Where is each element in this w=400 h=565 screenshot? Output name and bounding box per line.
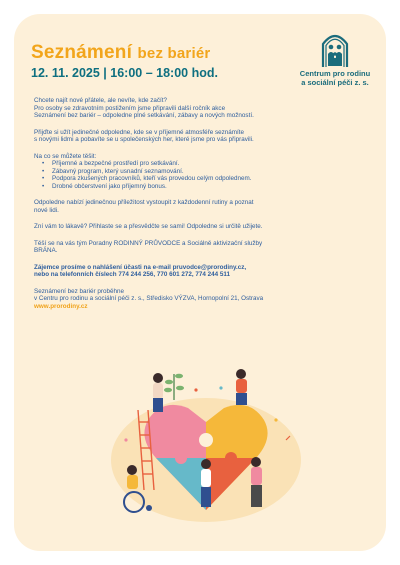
logo-name-line1: Centrum pro rodinu xyxy=(299,69,371,78)
invite-line: Přijďte si užít jedinečné odpoledne, kde se v příjemné atmosféře seznámíte xyxy=(34,128,245,136)
contact-line: nebo na telefonních číslech 774 244 256, 770 601 272, 774 244 511 xyxy=(34,271,231,279)
venue-paragraph xyxy=(34,288,334,311)
tree-icon xyxy=(164,374,184,400)
expect-heading: Na co se můžete těšit: xyxy=(34,152,97,160)
expect-list xyxy=(34,160,334,190)
invite-paragraph xyxy=(34,129,334,144)
puzzle-heart-illustration xyxy=(96,360,306,530)
intro-line: Seznámení bez bariér – odpoledne plné setkávání, zábavy a nových možností. xyxy=(34,112,254,120)
list-item: • Zábavný program, který usnadní seznamování. xyxy=(44,168,334,176)
event-date-time: 12. 11. 2025 | 16:00 – 18:00 hod. xyxy=(31,66,218,80)
intro-line: Pro osoby se zdravotním postižením jsme připravili další ročník akce xyxy=(34,104,226,112)
website-link[interactable]: www.prorodiny.cz xyxy=(34,302,88,310)
list-item: • Podpora zkušených pracovníků, kteří vás provedou celým odpolednem. xyxy=(44,175,334,183)
team-line: Těší se na vás tým Poradny RODINNÝ PRŮVODCE a Sociálně aktivizační služby xyxy=(34,239,263,247)
chance-line: Odpoledne nabízí jedinečnou příležitost vystoupit z každodenní rutiny a poznat xyxy=(34,199,254,207)
team-line: BRÁNA. xyxy=(34,247,58,255)
team-paragraph xyxy=(34,240,334,255)
person-figure xyxy=(153,373,163,412)
logo-name-line2: a sociální péči z. s. xyxy=(301,77,369,87)
title-small: bez bariér xyxy=(137,45,211,62)
venue-line: v Centru pro rodinu a sociální péči z. s., Středisko VÝZVA, Hornopolní 21, Ostrava xyxy=(34,295,264,303)
list-item: • Příjemné a bezpečné prostředí pro setkávání. xyxy=(44,160,334,168)
contact-line: Zájemce prosíme o nahlášení účasti na e-mail pruvodce@prorodiny.cz, xyxy=(34,263,247,271)
family-house-icon xyxy=(320,30,350,68)
contact-paragraph xyxy=(34,264,334,279)
venue-line: Seznámení bez bariér proběhne xyxy=(34,287,124,295)
person-figure xyxy=(236,369,247,405)
intro-paragraph xyxy=(34,97,334,120)
event-title xyxy=(31,42,210,64)
organization-logo xyxy=(298,30,372,87)
tempting-paragraph: Zní vám to lákavě? Přihlaste se a přesvědčte se sami! Odpoledne si určitě užijete. xyxy=(34,223,263,231)
poster-body xyxy=(34,97,334,319)
chance-line: nové lidi. xyxy=(34,206,59,214)
intro-line: Chcete najít nové přátele, ale nevíte, kde začít? xyxy=(34,97,168,104)
chance-paragraph xyxy=(34,199,334,214)
person-figure xyxy=(201,459,211,507)
title-main: Seznámení xyxy=(31,42,138,63)
invite-line: s novými lidmi a pobavíte se u společenských her, které jsme pro vás připravili. xyxy=(34,136,254,144)
list-item: • Drobné občerstvení jako příjemný bonus. xyxy=(44,183,334,191)
